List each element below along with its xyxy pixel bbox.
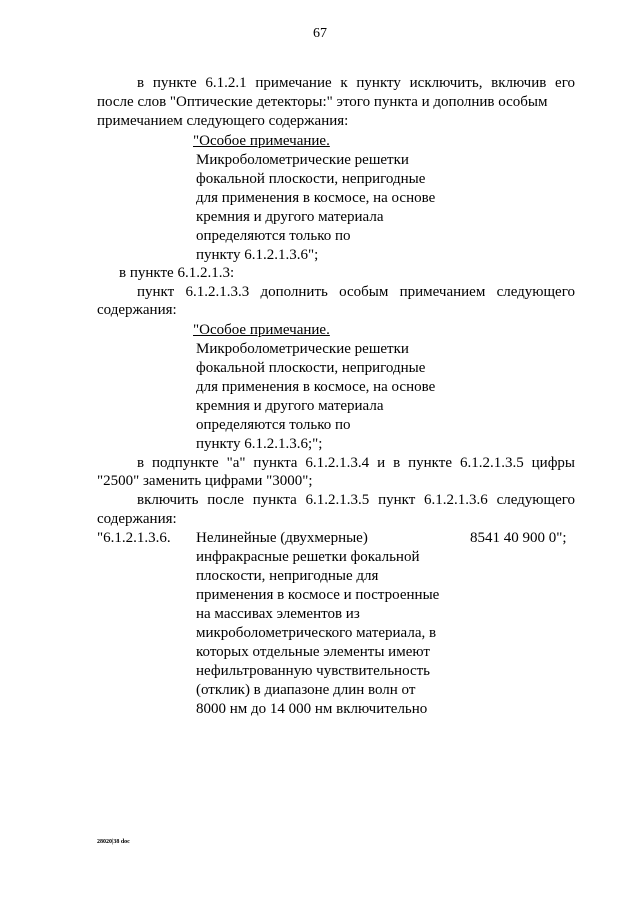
- special-note-line: для применения в космосе, на основе: [196, 190, 436, 206]
- paragraph-line: содержания:: [97, 511, 177, 527]
- special-note-line: пункту 6.1.2.1.3.6";: [196, 247, 319, 263]
- paragraph-line: примечанием следующего содержания:: [97, 113, 349, 129]
- special-note-title: "Особое примечание.: [193, 133, 330, 149]
- special-note-line: фокальной плоскости, непригодные: [196, 171, 426, 187]
- entry-description-line: на массивах элементов из: [196, 606, 360, 622]
- paragraph-line: пункт 6.1.2.1.3.3 дополнить особым примечанием следующего: [137, 284, 575, 300]
- entry-description-line: 8000 нм до 14 000 нм включительно: [196, 701, 428, 717]
- paragraph-line: в подпункте "а" пункта 6.1.2.1.3.4 и в пункте 6.1.2.1.3.5 цифры: [137, 455, 575, 471]
- paragraph-line: "2500" заменить цифрами "3000";: [97, 473, 313, 489]
- paragraph-line: содержания:: [97, 302, 177, 318]
- special-note-line: Микроболометрические решетки: [196, 341, 409, 357]
- entry-tn-ved-code: 8541 40 900 0";: [470, 530, 567, 546]
- paragraph-line: после слов "Оптические детекторы:" этого пункта и дополнив особым: [97, 94, 548, 110]
- entry-description-line: Нелинейные (двухмерные): [196, 530, 368, 546]
- entry-description-line: применения в космосе и построенные: [196, 587, 440, 603]
- special-note-line: для применения в космосе, на основе: [196, 379, 436, 395]
- special-note-line: пункту 6.1.2.1.3.6;";: [196, 436, 323, 452]
- special-note-title: "Особое примечание.: [193, 322, 330, 338]
- special-note-line: определяются только по: [196, 228, 351, 244]
- special-note-line: определяются только по: [196, 417, 351, 433]
- special-note-line: Микроболометрические решетки: [196, 152, 409, 168]
- document-reference: 28020|38 doc: [97, 839, 130, 845]
- paragraph-line: в пункте 6.1.2.1 примечание к пункту исключить, включив его: [137, 75, 575, 91]
- special-note-line: кремния и другого материала: [196, 209, 384, 225]
- special-note-line: кремния и другого материала: [196, 398, 384, 414]
- entry-description-line: микроболометрического материала, в: [196, 625, 437, 641]
- paragraph-line: включить после пункта 6.1.2.1.3.5 пункт 6.1.2.1.3.6 следующего: [137, 492, 575, 508]
- entry-description-line: плоскости, непригодные для: [196, 568, 379, 584]
- entry-description-line: (отклик) в диапазоне длин волн от: [196, 682, 416, 698]
- entry-description-line: инфракрасные решетки фокальной: [196, 549, 420, 565]
- paragraph-line: в пункте 6.1.2.1.3:: [119, 265, 235, 281]
- special-note-line: фокальной плоскости, непригодные: [196, 360, 426, 376]
- entry-description-line: которых отдельные элементы имеют: [196, 644, 430, 660]
- entry-code: "6.1.2.1.3.6.: [97, 530, 171, 546]
- entry-description-line: нефильтрованную чувствительность: [196, 663, 431, 679]
- page-number: 67: [313, 26, 327, 41]
